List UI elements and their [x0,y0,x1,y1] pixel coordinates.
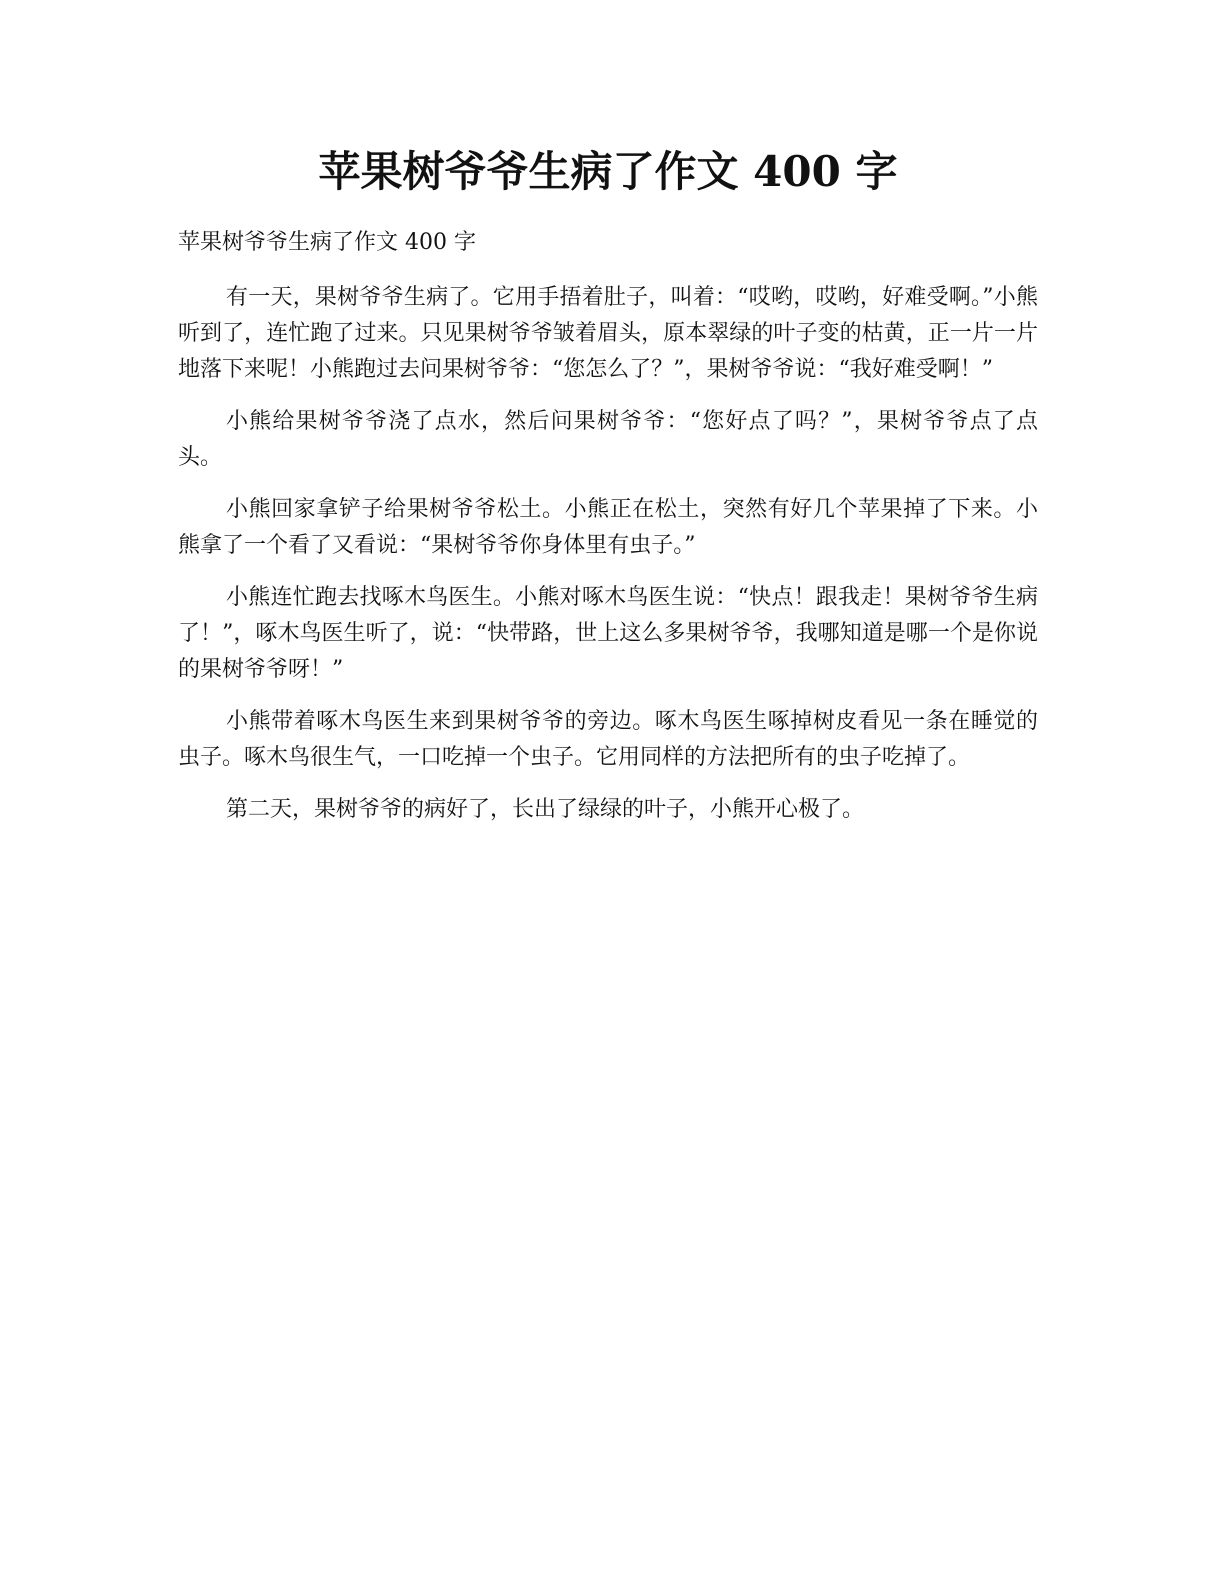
paragraph-5: 小熊带着啄木鸟医生来到果树爷爷的旁边。啄木鸟医生啄掉树皮看见一条在睡觉的虫子。啄木鸟很生气，一口吃掉一个虫子。它用同样的方法把所有的虫子吃掉了。 [178,709,1038,770]
paragraph-3: 小熊回家拿铲子给果树爷爷松土。小熊正在松土，突然有好几个苹果掉了下来。小熊拿了一个看了又看说：“果树爷爷你身体里有虫子。” [178,497,1038,558]
paragraph-4: 小熊连忙跑去找啄木鸟医生。小熊对啄木鸟医生说：“快点！跟我走！果树爷爷生病了！”，啄木鸟医生听了，说：“快带路，世上这么多果树爷爷，我哪知道是哪一个是你说的果树爷爷呀！” [178,585,1038,682]
paragraph-1: 有一天，果树爷爷生病了。它用手捂着肚子，叫着：“哎哟，哎哟，好难受啊。”小熊听到了，连忙跑了过来。只见果树爷爷皱着眉头，原本翠绿的叶子变的枯黄，正一片一片地落下来呢！小熊跑过去问果树爷爷：“您怎么了？”，果树爷爷说：“我好难受啊！” [178,285,1038,382]
document-title: 苹果树爷爷生病了作文 400 字 [318,147,898,196]
document-body [178,280,1038,844]
paragraph-2: 小熊给果树爷爷浇了点水，然后问果树爷爷：“您好点了吗？”，果树爷爷点了点头。 [178,409,1038,470]
paragraph-6: 第二天，果树爷爷的病好了，长出了绿绿的叶子，小熊开心极了。 [226,797,865,822]
document-subtitle: 苹果树爷爷生病了作文 400 字 [178,230,476,255]
